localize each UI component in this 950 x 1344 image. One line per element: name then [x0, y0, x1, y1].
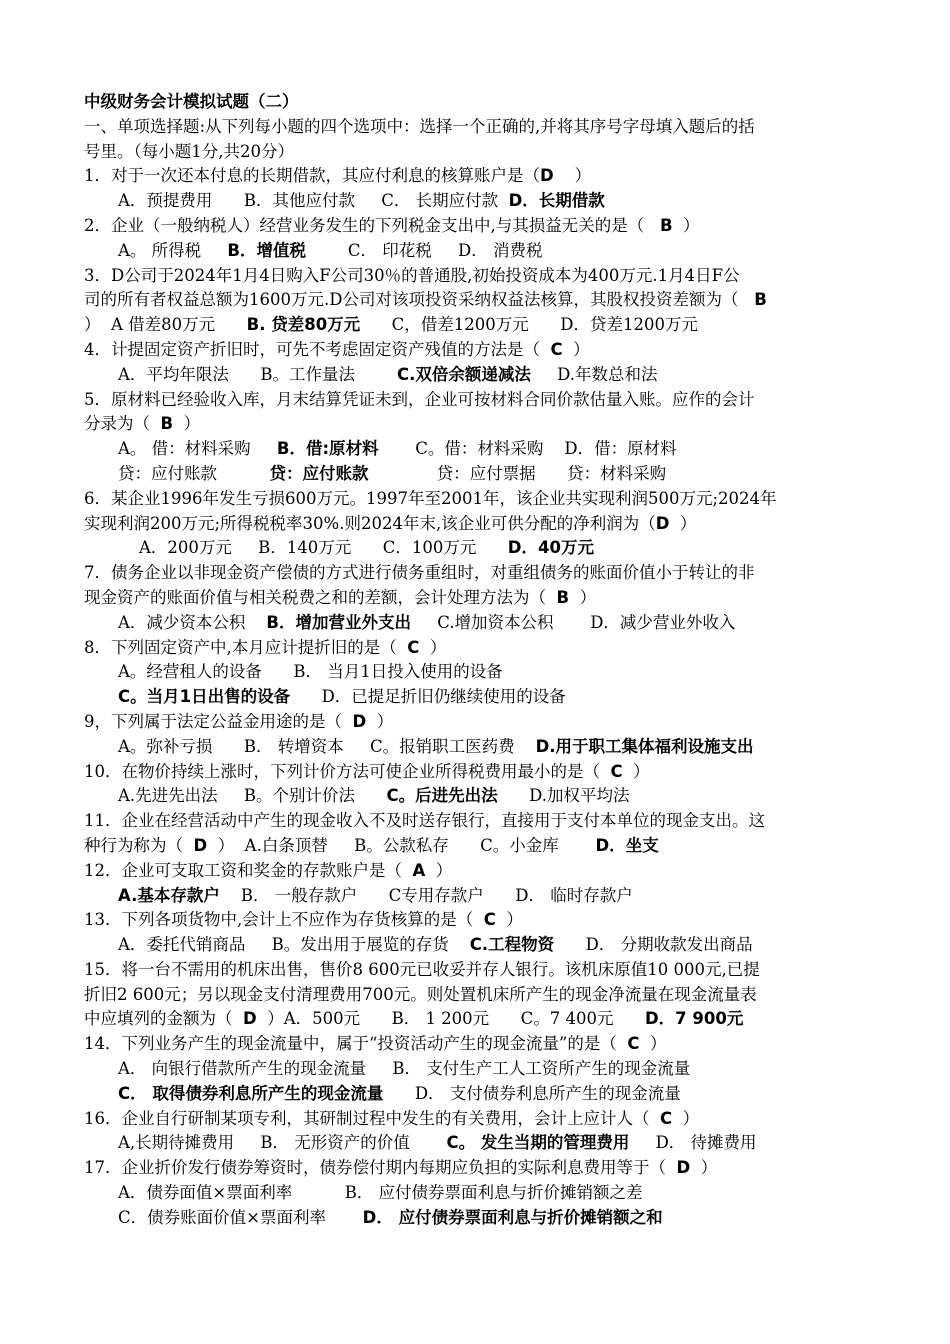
text-segment: 16．企业自行研制某项专利，其研制过程中发生的有关费用，会计上应计人（	[84, 1108, 660, 1128]
text-segment: 13．下列各项货物中,会计上不应作为存货核算的是（	[84, 910, 484, 930]
text-segment: 贷：应付账款	[118, 463, 270, 483]
text-segment: ）	[173, 414, 201, 434]
answer-text: D．长期借款	[508, 191, 605, 211]
answer-text: B	[754, 290, 767, 310]
answer-text: D．40万元	[507, 538, 594, 558]
answer-text: C	[660, 1108, 673, 1128]
answer-text: C.双倍余额递减法	[396, 364, 531, 384]
text-segment: 7．债务企业以非现金资产偿债的方式进行债务重组时，对重组债务的账面价值小于转让的非	[84, 563, 755, 583]
text-segment: 10．在物价持续上涨时，下列计价方法可使企业所得税费用最小的是（	[84, 761, 611, 781]
text-segment: 种行为称为（	[84, 835, 194, 855]
text-segment: ）	[562, 339, 590, 359]
answer-text: D	[352, 711, 367, 731]
text-segment: C．债券账面价值×票面利率	[118, 1207, 363, 1227]
question-line	[84, 586, 874, 611]
answer-text: D	[193, 835, 208, 855]
text-segment: 12．企业可支取工资和奖金的存款账户是（	[84, 860, 413, 880]
document-body	[84, 90, 874, 1231]
answer-text: D	[676, 1158, 691, 1178]
text-segment: ）	[569, 587, 597, 607]
text-segment: B． 一般存款户 C专用存款户 D． 临时存款户	[219, 885, 633, 905]
text-segment: 2．企业（一般纳税人）经营业务发生的下列税金支出中,与其损益无关的是（	[84, 215, 660, 235]
options-line	[84, 884, 874, 909]
text-segment: 11．企业在经营活动中产生的现金收入不及时送存银行，直接用于支付本单位的现金支出。这	[84, 811, 765, 831]
answer-text: C	[483, 910, 496, 930]
answer-text: D	[243, 1009, 257, 1029]
answer-text: B. 贷差80万元	[246, 315, 361, 335]
question-lines	[84, 115, 874, 1231]
answer-text: C。当月1日出售的设备	[118, 687, 291, 707]
answer-text: C。 发生当期的管理费用	[446, 1133, 630, 1153]
text-segment: A．减少资本公积	[118, 612, 267, 632]
options-line	[84, 735, 874, 760]
question-line	[84, 115, 874, 140]
answer-text: D	[655, 513, 670, 533]
text-segment: ）	[669, 513, 697, 533]
answer-text: D.用于职工集体福利设施支出	[535, 736, 754, 756]
answer-text: C	[407, 637, 420, 657]
answer-text: B．增值税	[227, 240, 306, 260]
question-line	[84, 164, 874, 189]
question-line	[84, 1156, 874, 1181]
text-segment: 14．下列业务产生的现金流量中，属于“投资活动产生的现金流量”的是（	[84, 1034, 628, 1054]
text-segment: A．200万元 B．140万元 C．100万元	[118, 538, 508, 558]
answer-text: D	[540, 166, 554, 186]
question-line	[84, 1107, 874, 1132]
text-segment: ）	[622, 761, 650, 781]
text-segment: ）	[495, 910, 523, 930]
text-segment: ）	[672, 1108, 700, 1128]
answer-text: D． 应付债券票面利息与折价摊销额之和	[362, 1207, 663, 1227]
options-line	[84, 189, 874, 214]
text-segment: ） A 借差80万元	[84, 315, 247, 335]
question-line	[84, 834, 874, 859]
options-line	[84, 933, 874, 958]
question-line	[84, 412, 874, 437]
question-line	[84, 760, 874, 785]
question-line	[84, 958, 874, 983]
text-segment: ）	[366, 711, 394, 731]
text-segment: 17．企业折价发行债券筹资时，债券偿付期内每期应负担的实际利息费用等于（	[84, 1158, 677, 1178]
text-segment: 折旧2 600元；另以现金支付清理费用700元。则处置机床所产生的现金净流量在现金流量表	[84, 984, 757, 1004]
text-segment: 4．计提固定资产折旧时，可先不考虑固定资产残值的方法是（	[84, 339, 551, 359]
question-line	[84, 561, 874, 586]
text-segment: 5．原材料已经验收入库，月末结算凭证未到，企业可按材料合同价款估量入账。应作的会计	[84, 389, 755, 409]
text-segment: D． 待摊费用	[629, 1133, 757, 1153]
text-segment: A。 借：材料采购	[118, 439, 277, 459]
text-segment: ）	[553, 166, 592, 186]
answer-text: B	[160, 414, 174, 434]
question-line	[84, 908, 874, 933]
question-line	[84, 859, 874, 884]
question-line	[84, 288, 874, 313]
text-segment: 号里。（每小题1分,共20分）	[84, 141, 294, 161]
text-segment: 实现利润200万元;所得税税率30%.则2024年末,该企业可供分配的净利润为（	[84, 513, 656, 533]
text-segment: 现金资产的账面价值与相关税费之和的差额，会计处理方法为（	[84, 587, 557, 607]
text-segment: A．预提费用 B．其他应付款 C． 长期应付款	[118, 191, 509, 211]
text-segment: ）	[690, 1158, 718, 1178]
question-line	[84, 214, 874, 239]
answer-text: B．借:原材料	[276, 439, 379, 459]
text-segment: ）	[425, 860, 453, 880]
text-segment: D． 分期收款发出商品	[554, 935, 753, 955]
text-segment: 中应填列的金额为（	[84, 1009, 243, 1029]
question-line	[84, 710, 874, 735]
text-segment: D.加权平均法	[497, 786, 630, 806]
text-segment: 一、单项选择题:从下列每小题的四个选项中：选择一个正确的,并将其序号字母填入题后的括	[84, 116, 755, 136]
text-segment: 9，下列属于法定公益金用途的是（	[84, 711, 353, 731]
text-segment: C． 印花税 D． 消费税	[305, 240, 543, 260]
options-line	[84, 784, 874, 809]
question-line	[84, 983, 874, 1008]
question-line	[84, 338, 874, 363]
text-segment: C。借：材料采购 D．借：原材料	[378, 439, 677, 459]
answer-text: C。后进先出法	[386, 786, 498, 806]
question-line	[84, 487, 874, 512]
document-title: 中级财务会计模拟试题（二）	[84, 92, 299, 111]
text-segment: 分录为（	[84, 414, 161, 434]
text-segment: A．债券面值×票面利率 B． 应付债券票面利息与折价摊销额之差	[118, 1183, 643, 1203]
answer-text: A.基本存款户	[118, 885, 220, 905]
answer-text: C． 取得债券利息所产生的现金流量	[118, 1083, 384, 1103]
answer-text: C	[550, 339, 563, 359]
question-line	[84, 512, 874, 537]
text-segment: A。经营租人的设备 B． 当月1日投入使用的设备	[118, 662, 503, 682]
text-segment: A.先进先出法 B。个别计价法	[118, 786, 387, 806]
text-segment: ）	[672, 215, 700, 235]
options-line	[84, 536, 874, 561]
text-segment: 贷：应付票据 贷：材料采购	[368, 463, 667, 483]
answer-text: C.工程物资	[469, 935, 555, 955]
answer-text: B．增加营业外支出	[266, 612, 411, 632]
options-line	[84, 437, 874, 462]
answer-text: D．坐支	[595, 835, 659, 855]
options-line	[84, 1131, 874, 1156]
text-segment: A。弥补亏损 B． 转增资本 C。报销职工医药费	[118, 736, 536, 756]
answer-text: 贷：应付账款	[269, 463, 369, 483]
answer-text: C	[627, 1034, 640, 1054]
question-line	[84, 264, 874, 289]
question-line	[84, 313, 874, 338]
text-segment: ） A.白条顶替 B。公款私存 C。小金库	[207, 835, 596, 855]
text-segment: A．平均年限法 B。工作量法	[118, 364, 397, 384]
question-line	[84, 809, 874, 834]
text-segment: ）A．500元 B． 1 200元 C。7 400元	[256, 1009, 645, 1029]
text-segment: 1．对于一次还本付息的长期借款，其应付利息的核算账户是（	[84, 166, 540, 186]
text-segment: C，借差1200万元 D．贷差1200万元	[360, 315, 698, 335]
answer-text: C	[610, 761, 623, 781]
text-segment: ）	[419, 637, 447, 657]
answer-text: B	[659, 215, 673, 235]
options-line	[84, 1206, 874, 1231]
text-segment: 6．某企业1996年发生亏损600万元。1997年至2001年，该企业共实现利润500万元;2024年	[84, 488, 777, 508]
text-segment: 15．将一台不需用的机床出售，售价8 600元已收妥并存人银行。该机床原值10 000元,已提	[84, 959, 760, 979]
text-segment: A,长期待摊费用 B． 无形资产的价值	[118, 1133, 447, 1153]
text-segment: C.增加资本公积 D．减少营业外收入	[410, 612, 736, 632]
question-line	[84, 636, 874, 661]
question-line	[84, 388, 874, 413]
text-segment: A． 向银行借款所产生的现金流量 B． 支付生产工人工资所产生的现金流量	[118, 1059, 691, 1079]
question-line	[84, 1032, 874, 1057]
options-line	[84, 239, 874, 264]
options-line	[84, 363, 874, 388]
text-segment: A。 所得税	[118, 240, 228, 260]
text-segment: ）	[639, 1034, 667, 1054]
answer-text: B	[556, 587, 570, 607]
text-segment: D．已提足折旧仍继续使用的设备	[290, 687, 566, 707]
options-line	[84, 660, 874, 685]
text-segment: D.年数总和法	[530, 364, 658, 384]
question-line	[84, 1007, 874, 1032]
answer-text: A	[412, 860, 426, 880]
options-line	[84, 462, 874, 487]
question-line	[84, 140, 874, 165]
text-segment: D． 支付债券利息所产生的现金流量	[383, 1083, 681, 1103]
options-line	[84, 1181, 874, 1206]
options-line	[84, 1082, 874, 1107]
text-segment: A．委托代销商品 B。发出用于展览的存货	[118, 935, 470, 955]
options-line	[84, 611, 874, 636]
answer-text: D．7 900元	[644, 1009, 744, 1029]
text-segment: 司的所有者权益总额为1600万元.D公司对该项投资采纳权益法核算，其股权投资差额为（	[84, 290, 755, 310]
options-line	[84, 1057, 874, 1082]
options-line	[84, 685, 874, 710]
text-segment: 8．下列固定资产中,本月应计提折旧的是（	[84, 637, 408, 657]
text-segment: 3．D公司于2024年1月4日购入F公司30％的普通股,初始投资成本为400万元.1月4日F公	[84, 265, 740, 285]
